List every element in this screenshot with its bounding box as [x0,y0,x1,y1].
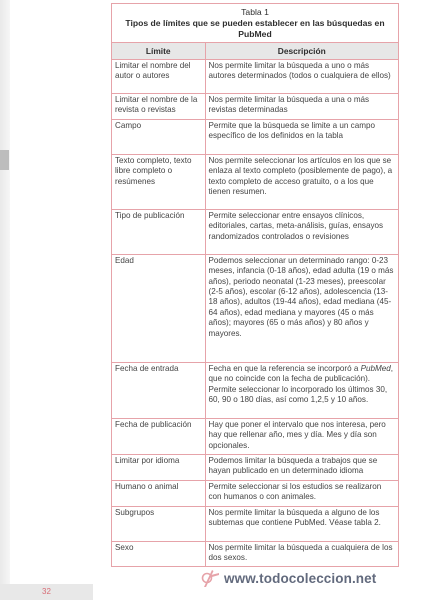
description-cell: Nos permite limitar la búsqueda a alguno de los subtemas que contiene PubMed. Véase tabla 2. [205,506,398,541]
table-number: Tabla 1 [241,7,269,17]
table-row [112,455,398,481]
limit-cell: Fecha de publicación [112,418,205,454]
table-row [112,541,398,566]
limit-cell: Subgrupos [112,506,205,541]
left-page-edge [0,0,10,600]
limit-cell: Texto completo, texto libre completo o resúmenes [112,154,205,209]
description-cell: Nos permite limitar la búsqueda a una o más revistas determinadas [205,94,398,120]
page-number: 32 [0,584,93,600]
description-cell: Permite seleccionar si los estudios se realizaron con humanos o con animales. [205,480,398,506]
limit-cell: Sexo [112,541,205,566]
description-cell: Permite seleccionar entre ensayos clínicos, editoriales, cartas, meta-análisis, guías, ensayos randomizados controlados o revisiones [205,209,398,254]
watermark-text: www.todocoleccion.net [224,570,377,586]
table-row [112,506,398,541]
limit-cell: Tipo de publicación [112,209,205,254]
table-row [112,209,398,254]
header-descripcion: Descripción [205,43,398,60]
todocoleccion-logo-icon [200,567,222,589]
table-row [112,480,398,506]
pubmed-italic: PubMed [360,363,391,373]
description-cell: Nos permite limitar la búsqueda a uno o más autores determinados (todos o cualquiera de ellos) [205,60,398,94]
table-row [112,119,398,154]
table-row [112,60,398,94]
table-header-row [112,43,398,60]
description-cell: Podemos seleccionar un determinado rango: 0-23 meses, infancia (0-18 años), edad adulta (19 o más años), periodo neonatal (1-23 meses), preescolar (2-5 años), escolar (6-12 años), adolescencia (13-18 años), adultos (19-44 años), edad mediana (45-64 años), edad mediana y mayores (45 o más años); mayores (65 o más años) y 80 años y mayores. [205,254,398,362]
limit-cell: Edad [112,254,205,362]
limit-cell: Fecha de entrada [112,362,205,418]
table-1 [111,3,399,567]
description-cell [205,362,398,418]
table-row [112,154,398,209]
table-caption [112,4,398,42]
description-text: , que no coincide con la fecha de publicación). Permite seleccionar lo incorporado los últimos 30, 60, 90 o 180 días, así como 1,2,5 y 10 años. [208,363,393,405]
description-cell: Nos permite seleccionar los artículos en los que se enlaza al texto completo (posiblemente de pago), a texto completo de acceso gratuito, o a los que tienen resumen. [205,154,398,209]
description-text: Fecha en que la referencia se incorporó a [208,363,361,373]
limit-cell: Limitar el nombre del autor o autores [112,60,205,94]
left-edge-mark [0,150,9,170]
limits-table [112,42,398,566]
table-row [112,254,398,362]
limit-cell: Limitar por idioma [112,455,205,481]
header-limite: Límite [112,43,205,60]
table-row [112,362,398,418]
description-cell: Nos permite limitar la búsqueda a cualquiera de los dos sexos. [208,542,393,563]
table-row [112,418,398,454]
description-cell: Hay que poner el intervalo que nos interesa, pero hay que rellenar año, mes y día. Mes y día son opcionales. [205,418,398,454]
description-cell: Podemos limitar la búsqueda a trabajos que se hayan publicado en un determinado idioma [205,455,398,481]
limit-cell: Limitar el nombre de la revista o revistas [112,94,205,120]
description-cell: Permite que la búsqueda se limite a un campo específico de los definidos en la tabla [205,119,398,154]
limit-cell: Campo [112,119,205,154]
limit-cell: Humano o animal [112,480,205,506]
watermark [200,566,428,590]
table-title: Tipos de límites que se pueden establecer en las búsquedas en PubMed [125,18,385,39]
table-row [112,94,398,120]
